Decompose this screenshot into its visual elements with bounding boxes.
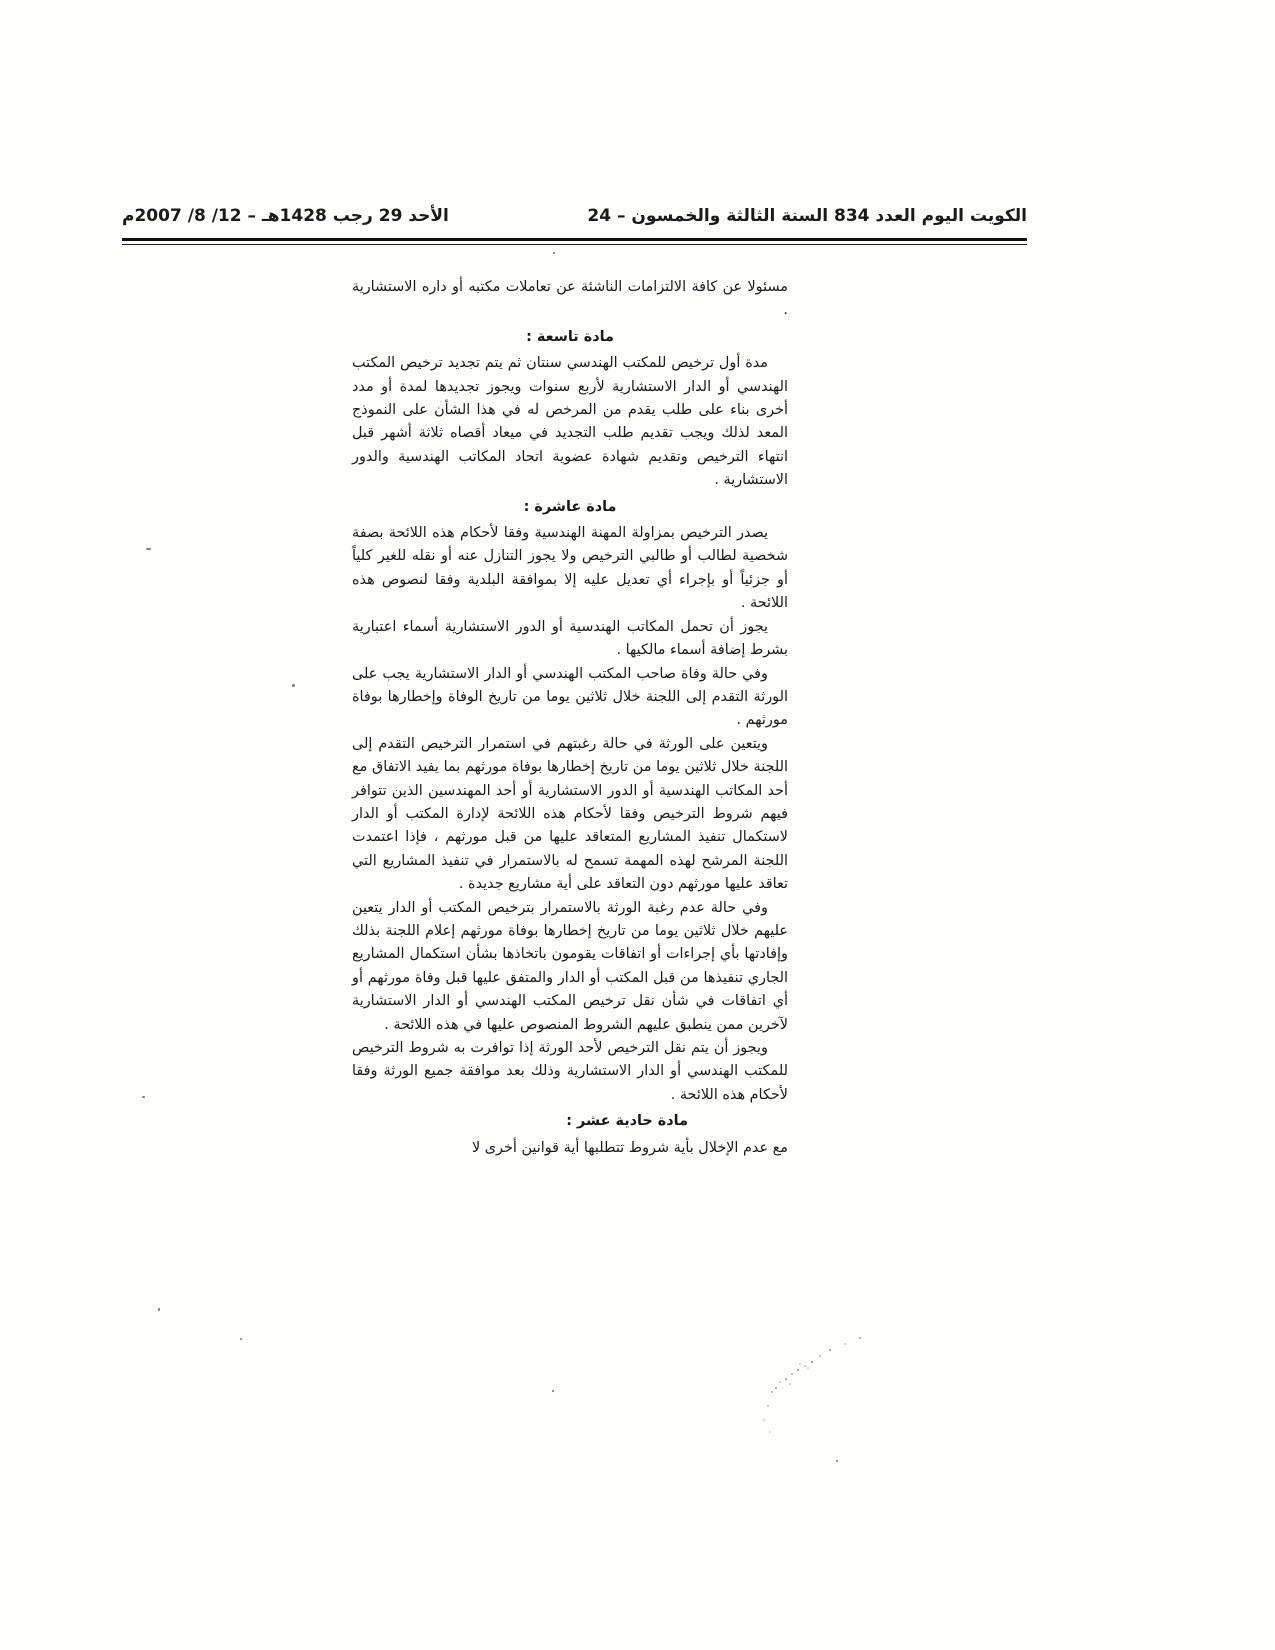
article-10-paragraph-4: ويتعين على الورثة في حالة رغبتهم في استمرار الترخيص التقدم إلى اللجنة خلال ثلاثين يوما من تاريخ إخطارها بوفاة مورثهم بما يفيد الاتفاق مع أحد المكاتب الهندسية أو الدور الاستشارية أو أحد المهندسين الذين تتوافر فيهم شروط الترخيص وفقا لأحكام هذه اللائحة لإدارة المكتب أو الدار لاستكمال تنفيذ المشاريع المتعاقد عليها من قبل مورثهم ، فإذا اعتمدت اللجنة المرشح لهذه المهمة تسمح له بالاستمرار في تنفيذ المشاريع التي تعاقد عليها مورثهم دون التعاقد على أية مشاريع جديدة . — [352, 735, 788, 893]
article-10-paragraph-6: ويجوز أن يتم نقل الترخيص لأحد الورثة إذا توافرت به شروط الترخيص للمكتب الهندسي أو الدار الاستشارية وذلك بعد موافقة جميع الورثة وفقا لأحكام هذه اللائحة . — [352, 1040, 788, 1103]
scan-speck — [553, 252, 555, 254]
issue-date: الأحد 29 رجب 1428هـ – 12/ 8/ 2007م — [122, 206, 449, 226]
header-rule-thin — [122, 244, 1027, 245]
scan-speck — [292, 684, 295, 687]
article-9-continuation: مسئولا عن كافة الالتزامات الناشئة عن تعاملات مكتبه أو داره الاستشارية . — [352, 279, 788, 319]
article-11-paragraph: مع عدم الإخلال بأية شروط تتطلبها أية قوانين أخرى لا — [471, 1139, 788, 1156]
article-10-heading: مادة عاشرة : — [523, 498, 617, 515]
header-rule-thick — [122, 238, 1027, 241]
scan-speck — [552, 1390, 554, 1392]
scan-smudge — [750, 1336, 875, 1436]
article-9-paragraph: مدة أول ترخيص للمكتب الهندسي سنتان ثم يتم تجديد ترخيص المكتب الهندسي أو الدار الاستشارية لأربع سنوات ويجوز تجديدها لمدة أو مدد أخرى بناء على طلب يقدم من المرخص له في هذا الشأن على النموذج المعد لذلك ويجب تقديم طلب التجديد في ميعاد أقصاه ثلاثة أشهر قبل انتهاء الترخيص وتقديم شهادة عضوية اتحاد المكاتب الهندسية والدور الاستشارية . — [352, 355, 788, 489]
article-10-paragraph-2: يجوز أن تحمل المكاتب الهندسية أو الدور الاستشارية أسماء اعتبارية بشرط إضافة أسماء مالكيها . — [352, 618, 788, 659]
scan-speck — [836, 1460, 838, 1462]
page-header — [122, 206, 1027, 236]
article-10-paragraph-3: وفي حالة وفاة صاحب المكتب الهندسي أو الدار الاستشارية يجب على الورثة التقدم إلى اللجنة خلال ثلاثين يوما من تاريخ الوفاة وإخطارها بوفاة مورثهم . — [352, 665, 788, 729]
article-9-heading: مادة تاسعة : — [526, 328, 614, 345]
article-10-paragraph-1: يصدر الترخيص بمزاولة المهنة الهندسية وفقا لأحكام هذه اللائحة بصفة شخصية لطالب أو طالبي الترخيص ولا يجوز التنازل عنه أو نقله للغير كلياً أو جزئياً أو بإجراء أي تعديل عليه إلا بموافقة البلدية وفقا لنصوص هذه اللائحة . — [352, 525, 788, 612]
scan-speck — [142, 1096, 145, 1098]
publication-info: الكويت اليوم العدد 834 السنة الثالثة والخمسون – 24 — [587, 206, 1027, 226]
scan-speck — [158, 1308, 160, 1311]
scan-speck — [146, 548, 151, 550]
body-column — [352, 276, 788, 1160]
article-11-heading: مادة حادية عشر : — [566, 1113, 688, 1130]
article-10-paragraph-5: وفي حالة عدم رغبة الورثة بالاستمرار بترخيص المكتب أو الدار يتعين عليهم خلال ثلاثين يوما من تاريخ إخطارها بوفاة مورثهم إعلام اللجنة بذلك وإفادتها بأي إجراءات أو اتفاقات يقومون باتخاذها بشأن استكمال المشاريع الجاري تنفيذها من قبل المكتب أو الدار والمتفق عليها قبل وفاة مورثهم أو أي اتفاقات في شأن نقل ترخيص المكتب الهندسي أو الدار الاستشارية لآخرين ممن ينطبق عليهم الشروط المنصوص عليها في هذه اللائحة . — [352, 899, 788, 1033]
scan-speck — [240, 1338, 242, 1340]
